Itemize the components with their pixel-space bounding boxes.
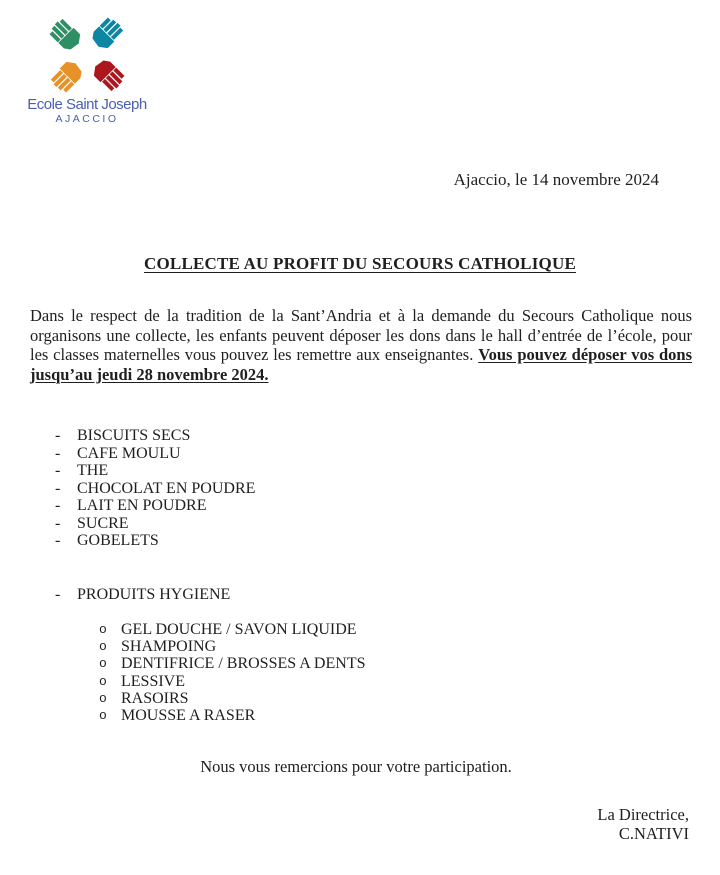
- list-item-label: RASOIRS: [121, 689, 189, 707]
- hand-top-right: [89, 16, 126, 52]
- donation-items-list: [55, 427, 255, 550]
- hand-bottom-right: [90, 57, 127, 94]
- list-item-label: LAIT EN POUDRE: [77, 497, 207, 514]
- school-city: AJACCIO: [55, 113, 119, 125]
- dash-bullet: -: [55, 514, 61, 532]
- circle-bullet: o: [99, 708, 107, 724]
- list-item-label: CAFE MOULU: [77, 444, 181, 462]
- signature-name: C.NATIVI: [618, 823, 689, 843]
- signature-role: La Directrice,: [597, 805, 689, 824]
- list-item: [99, 673, 365, 690]
- signature-block: [597, 806, 689, 843]
- list-item-label: GEL DOUCHE / SAVON LIQUIDE: [121, 621, 357, 638]
- list-item-label: THE: [77, 462, 109, 479]
- dash-bullet: -: [55, 444, 61, 462]
- circle-bullet: o: [99, 673, 107, 689]
- list-item: [99, 707, 365, 724]
- hygiene-items-list: [99, 621, 365, 724]
- thanks-line: Nous vous remercions pour votre participation.: [200, 757, 512, 776]
- hygiene-header-label: PRODUITS HYGIENE: [77, 586, 231, 603]
- list-item-label: MOUSSE A RASER: [121, 707, 256, 725]
- list-item-label: SUCRE: [77, 514, 129, 532]
- list-item-label: BISCUITS SECS: [77, 427, 191, 444]
- list-item: [99, 638, 365, 655]
- list-item: [99, 690, 365, 707]
- letter-title: COLLECTE AU PROFIT DU SECOURS CATHOLIQUE: [144, 254, 576, 273]
- list-item-label: SHAMPOING: [121, 638, 217, 656]
- list-item: [55, 462, 255, 480]
- circle-bullet: o: [99, 690, 107, 706]
- dash-bullet: -: [55, 462, 61, 479]
- dash-bullet: -: [55, 427, 61, 444]
- hand-bottom-left: [49, 58, 86, 94]
- circle-bullet: o: [99, 656, 107, 672]
- list-item: [55, 497, 255, 515]
- hand-top-left: [47, 17, 84, 54]
- hygiene-section-header: [55, 586, 230, 604]
- list-item-label: GOBELETS: [77, 532, 159, 549]
- list-item-label: LESSIVE: [121, 672, 185, 690]
- list-item: [55, 532, 255, 550]
- list-item: [99, 655, 365, 672]
- date-line: Ajaccio, le 14 novembre 2024: [453, 170, 659, 189]
- list-item: [99, 621, 365, 638]
- list-item: [55, 427, 255, 445]
- school-logo: [27, 16, 147, 125]
- list-item: [55, 445, 255, 463]
- circle-bullet: o: [99, 622, 107, 637]
- dash-bullet: -: [55, 532, 61, 549]
- deadline-emphasis: Vous pouvez déposer vos dons jusqu’au jeudi 28 novembre 2024.: [30, 345, 693, 384]
- dash-bullet: -: [55, 479, 61, 497]
- list-item-label: DENTIFRICE / BROSSES A DENTS: [121, 655, 366, 673]
- hands-logo-icon: [40, 16, 134, 94]
- dash-bullet: -: [55, 497, 61, 514]
- intro-paragraph-text: Dans le respect de la tradition de la Sant’Andria et à la demande du Secours Catholique nous organisons une collecte, les enfants peuvent déposer les dons dans le hall d’entrée de l’école, pour les classes maternelles vous pouvez les remettre aux enseignantes.: [30, 306, 692, 364]
- circle-bullet: o: [99, 639, 107, 655]
- dash-bullet: -: [55, 586, 61, 603]
- list-item-label: CHOCOLAT EN POUDRE: [77, 479, 256, 497]
- list-item: [55, 480, 255, 498]
- intro-paragraph: [30, 306, 692, 384]
- list-item: [55, 515, 255, 533]
- school-name: Ecole Saint Joseph: [27, 96, 147, 113]
